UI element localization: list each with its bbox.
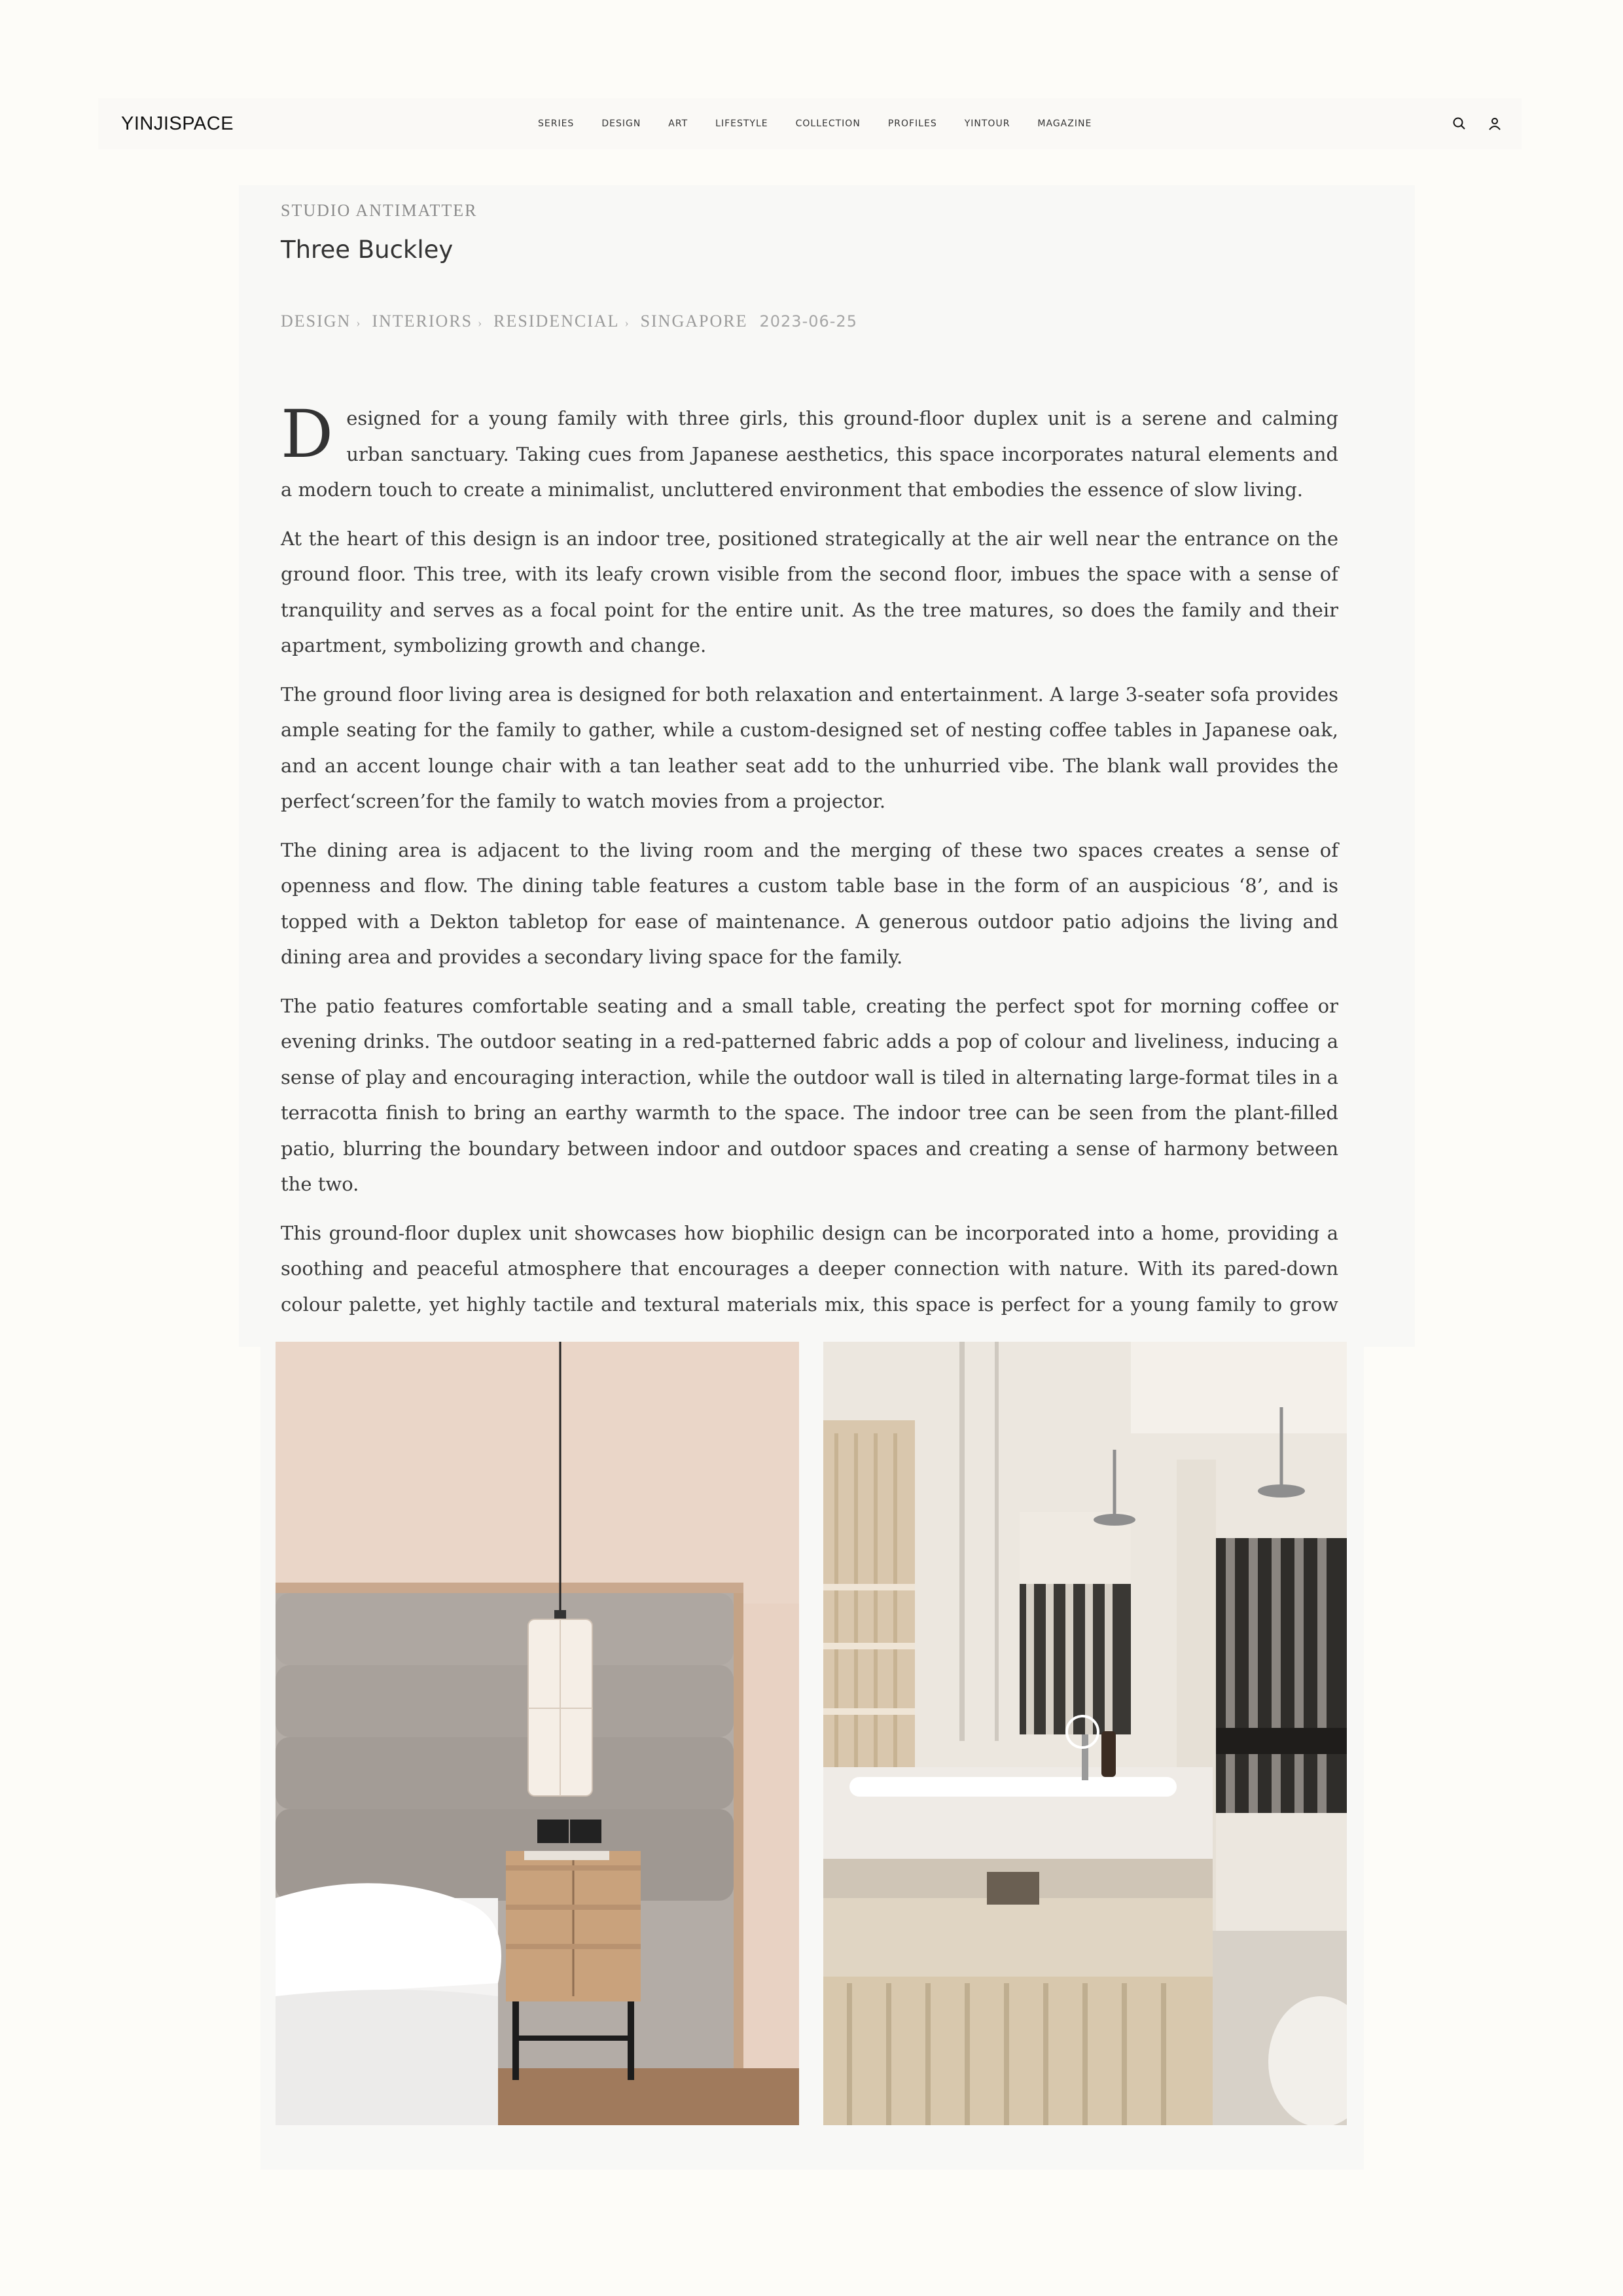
nav-item-yintour[interactable]: YINTOUR (964, 118, 1010, 129)
tag-singapore[interactable]: SINGAPORE (640, 312, 748, 331)
user-icon[interactable] (1488, 117, 1502, 131)
tag-separator: › (356, 316, 362, 329)
top-navigation-bar (98, 98, 1522, 149)
tag-design[interactable]: DESIGN (281, 312, 351, 331)
article-paragraph: At the heart of this design is an indoor tree, positioned strategically at the air well near the entrance on the ground floor. This tree, with its leafy crown visible from the second floor, imbues the space with a sense of tranquility and serves as a focal point for the entire unit. As the tree matures, so does the family and their apartment, symbolizing growth and change. (281, 527, 1338, 656)
circle-indicator-icon[interactable] (1065, 1715, 1099, 1749)
article-paragraph: The ground floor living area is designed for both relaxation and entertainment. A large 3-seater sofa provides ample seating for the family to gather, while a custom-designed set of nesting coffee tables in Japanese oak, and an accent lounge chair with a tan leather seat add to the unhurried vibe. The blank wall provides the perfect‘screen’for the family to watch movies from a projector. (281, 683, 1338, 812)
tag-interiors[interactable]: INTERIORS (372, 312, 473, 331)
header-actions (1452, 98, 1502, 149)
bedroom-photo[interactable] (276, 1342, 799, 2125)
main-nav (538, 98, 1119, 149)
nav-item-art[interactable]: ART (668, 118, 688, 129)
nav-item-profiles[interactable]: PROFILES (887, 118, 937, 129)
drop-cap: D (281, 396, 334, 473)
studio-name[interactable]: STUDIO ANTIMATTER (281, 201, 478, 220)
tag-separator: › (624, 316, 630, 329)
nav-item-magazine[interactable]: MAGAZINE (1037, 118, 1092, 129)
publish-date: 2023-06-25 (759, 312, 857, 331)
site-logo[interactable]: YINJISPACE (121, 113, 234, 134)
tag-residencial[interactable]: RESIDENCIAL (493, 312, 620, 331)
tag-separator: › (478, 316, 484, 329)
search-icon[interactable] (1452, 117, 1467, 131)
article-paragraph: The dining area is adjacent to the living room and the merging of these two spaces creates a sense of openness and flow. The dining table features a custom table base in the form of an auspicious ‘8’, and is topped with a Dekton tabletop for ease of maintenance. A generous outdoor patio adjoins the living and dining area and provides a secondary living space for the family. (281, 838, 1338, 968)
nav-item-series[interactable]: SERIES (538, 118, 575, 129)
article-paragraph (281, 396, 1338, 508)
nav-item-lifestyle[interactable]: LIFESTYLE (715, 118, 768, 129)
breadcrumb-tags (281, 312, 857, 331)
nav-item-collection[interactable]: COLLECTION (795, 118, 861, 129)
nav-item-design[interactable]: DESIGN (601, 118, 641, 129)
page-title: Three Buckley (281, 236, 454, 264)
paragraph-text: esigned for a young family with three girls, this ground-floor duplex unit is a serene and calming urban sanctuary. Taking cues from Japanese aesthetics, this space incorporates natural elements and a modern touch to create a minimalist, uncluttered environment that embodies the essence of slow living. (281, 407, 1338, 501)
article-paragraph: The patio features comfortable seating and a small table, creating the perfect spot for morning coffee or evening drinks. The outdoor seating in a red-patterned fabric adds a pop of colour and liveliness, inducing a sense of play and encouraging interaction, while the outdoor wall is tiled in alternating large-format tiles in a terracotta finish to bring an earthy warmth to the space. The indoor tree can be seen from the plant-filled patio, blurring the boundary between indoor and outdoor spaces and creating a sense of harmony between the two. (281, 994, 1338, 1195)
bathroom-photo[interactable] (823, 1342, 1347, 2125)
article-body (281, 396, 1338, 1371)
article-paragraph: This ground-floor duplex unit showcases how biophilic design can be incorporated into a home, providing a soothing and peaceful atmosphere that encourages a deeper connection with nature. With its pared-down colour palette, yet highly tactile and textural materials mix, this space is perfect for a young family to grow (281, 1221, 1338, 1316)
